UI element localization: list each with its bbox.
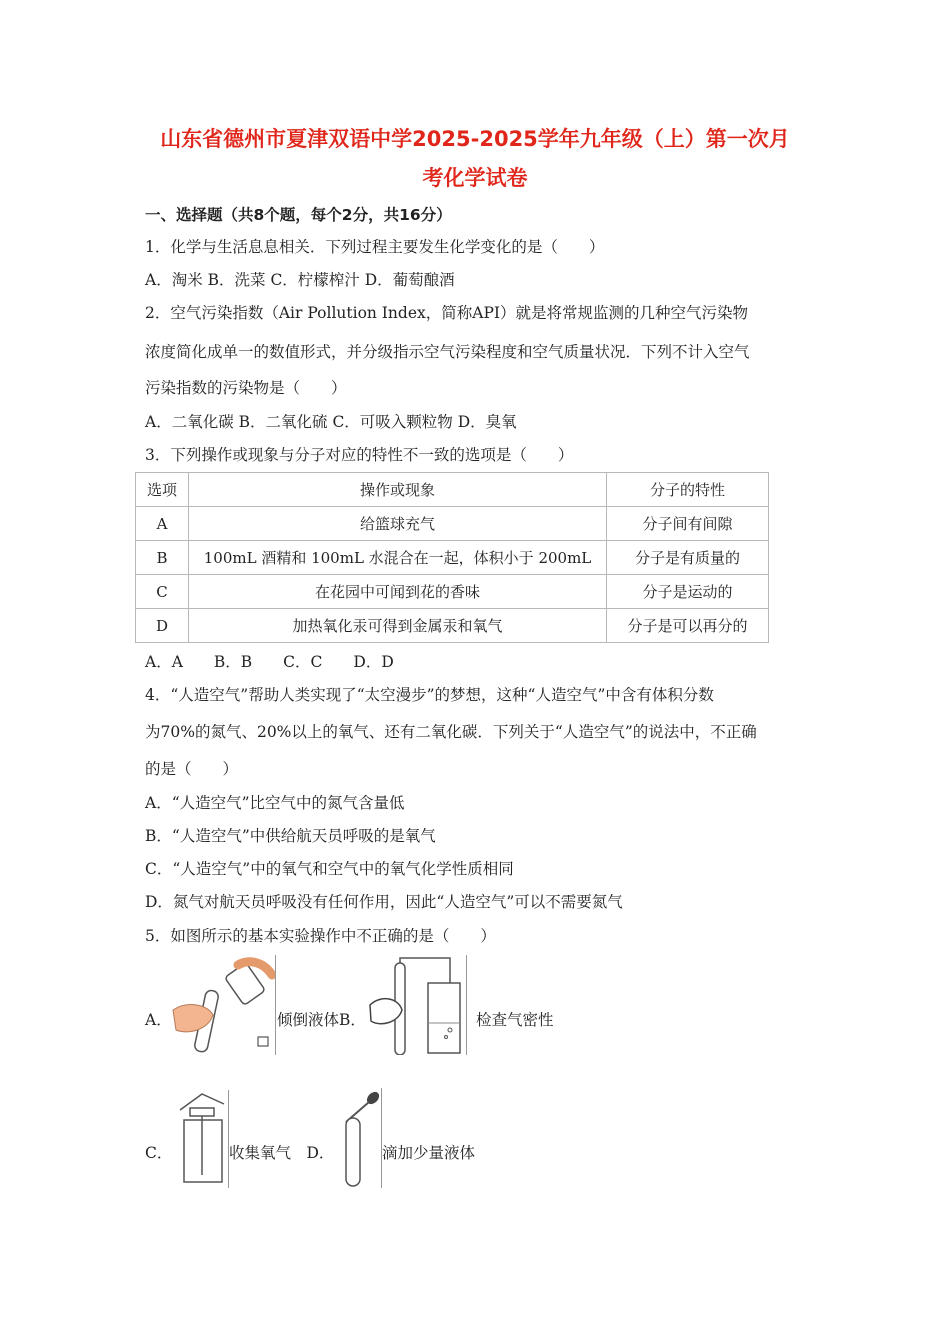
q4-option-b: B．“人造空气”中供给航天员呼吸的是氧气 xyxy=(145,827,436,845)
q2-stem-line2: 浓度简化成单一的数值形式，并分级指示空气污染程度和空气质量状况．下列不计入空气 xyxy=(145,343,750,361)
q1-options: A．淘米 B．洗菜 C．柠檬榨汁 D．葡萄酿酒 xyxy=(145,271,455,289)
table-cell: 给篮球充气 xyxy=(189,507,607,541)
table-cell: 加热氧化汞可得到金属汞和氧气 xyxy=(189,609,607,643)
q5-option-b-label: 检查气密性 xyxy=(476,1011,554,1029)
q5-option-c-label: 收集氧气 D． xyxy=(229,1144,335,1162)
q4-option-d: D．氮气对航天员呼吸没有任何作用，因此“人造空气”可以不需要氮气 xyxy=(145,893,623,911)
gas-collection-bottle-image xyxy=(172,1090,229,1188)
adding-liquid-dropper-image xyxy=(338,1088,382,1188)
table-cell: 分子是可以再分的 xyxy=(607,609,769,643)
table-cell: 100mL 酒精和 100mL 水混合在一起，体积小于 200mL xyxy=(189,541,607,575)
q4-stem-line2: 为70%的氮气、20%以上的氧气、还有二氧化碳．下列关于“人造空气”的说法中，不正确 xyxy=(145,723,757,741)
q5-stem: 5．如图所示的基本实验操作中不正确的是（ ） xyxy=(145,927,496,945)
q3-stem: 3．下列操作或现象与分子对应的特性不一致的选项是（ ） xyxy=(145,446,574,464)
q1-stem: 1．化学与生活息息相关．下列过程主要发生化学变化的是（ ） xyxy=(145,238,605,256)
q4-option-c: C．“人造空气”中的氧气和空气中的氧气化学性质相同 xyxy=(145,860,514,878)
table-cell: C xyxy=(136,575,189,609)
exam-title-line1: 山东省德州市夏津双语中学2025-2025学年九年级（上）第一次月 xyxy=(160,127,790,151)
table-cell: 在花园中可闻到花的香味 xyxy=(189,575,607,609)
table-cell: D xyxy=(136,609,189,643)
table-row xyxy=(136,507,769,541)
pouring-liquid-image xyxy=(168,955,276,1055)
q4-stem-line3: 的是（ ） xyxy=(145,760,239,778)
q5-option-a-letter: A． xyxy=(145,1011,172,1029)
q2-stem-line3: 污染指数的污染物是（ ） xyxy=(145,379,347,397)
q3-table xyxy=(135,472,769,643)
table-cell: B xyxy=(136,541,189,575)
table-cell: A xyxy=(136,507,189,541)
q2-options: A．二氧化碳 B．二氧化硫 C．可吸入颗粒物 D．臭氧 xyxy=(145,413,517,431)
exam-title-line2: 考化学试卷 xyxy=(422,166,528,190)
table-row xyxy=(136,575,769,609)
q3-options: A．A B．B C．C D．D xyxy=(145,653,394,671)
table-cell: 分子间有间隙 xyxy=(607,507,769,541)
q5-option-d-label: 滴加少量液体 xyxy=(382,1144,476,1162)
q4-option-a: A．“人造空气”比空气中的氮气含量低 xyxy=(145,794,405,812)
table-header-cell: 分子的特性 xyxy=(607,473,769,507)
table-header-cell: 选项 xyxy=(136,473,189,507)
table-row xyxy=(136,609,769,643)
table-header-row xyxy=(136,473,769,507)
table-cell: 分子是有质量的 xyxy=(607,541,769,575)
section-heading: 一、选择题（共8个题，每个2分，共16分） xyxy=(145,206,452,224)
q5-option-c-letter: C． xyxy=(145,1144,173,1162)
table-row xyxy=(136,541,769,575)
q5-option-a-label: 倾倒液体B． xyxy=(277,1011,366,1029)
table-cell: 分子是运动的 xyxy=(607,575,769,609)
q4-stem-line1: 4．“人造空气”帮助人类实现了“太空漫步”的梦想，这种“人造空气”中含有体积分数 xyxy=(145,686,714,704)
airtightness-check-image xyxy=(368,955,467,1055)
q2-stem-line1: 2．空气污染指数（Air Pollution Index，简称API）就是将常规监测的几种空气污染物 xyxy=(145,304,748,322)
table-header-cell: 操作或现象 xyxy=(189,473,607,507)
